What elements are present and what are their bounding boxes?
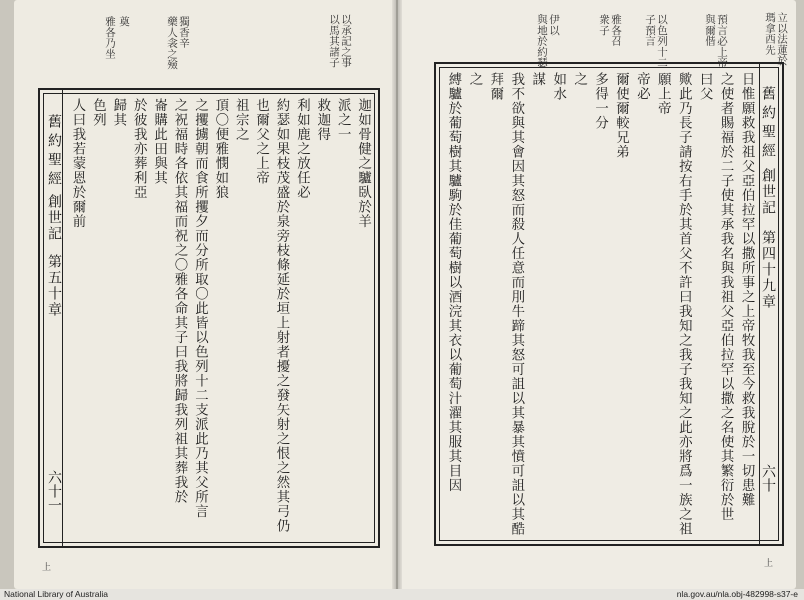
text-column-content: 之: [571, 72, 587, 87]
text-column-content: 約瑟如果枝茂盛於泉旁枝條延於垣上射者擾之發矢射之恨之然其弓仍: [274, 98, 289, 533]
text-column: [486, 72, 505, 536]
right-header-title: 舊約聖經: [760, 86, 776, 162]
text-column: [653, 72, 672, 536]
left-header-section: 創世記: [46, 194, 62, 242]
text-column-content: 於彼我亦葬利亞: [131, 98, 147, 200]
text-column-content: 多得一分: [592, 72, 608, 130]
left-margin-note: 雅各乃坐: [104, 16, 116, 59]
text-column: [211, 98, 230, 538]
footer-bar: [0, 589, 804, 600]
book-gutter: [392, 0, 402, 589]
right-header-section: 創世記: [760, 168, 776, 216]
text-column-content: 色列: [90, 98, 106, 127]
text-column: [252, 98, 271, 538]
text-column: [674, 72, 693, 536]
text-column: [150, 98, 169, 538]
text-column-content: 謀: [529, 72, 545, 87]
text-column: [444, 72, 463, 536]
left-margin-note: 藥人衾之殮: [166, 16, 178, 70]
text-column-content: 歸其: [110, 98, 126, 127]
text-column-content: 帝必: [634, 72, 650, 101]
text-column: [88, 98, 107, 538]
right-margin-note: 瑪拿西先: [764, 12, 776, 55]
text-column: [190, 98, 209, 538]
text-column: [507, 72, 526, 536]
right-margin-note: 預言必上帝: [716, 14, 728, 68]
left-margin-note: 以承記之事: [340, 14, 352, 68]
text-column: [109, 98, 128, 538]
text-column: [695, 72, 714, 536]
text-column: [272, 98, 291, 538]
left-header-chapter: 第五十章: [46, 254, 62, 318]
text-column: [170, 98, 189, 538]
text-column-content: 之: [466, 72, 482, 87]
text-column-content: 祖宗之: [233, 98, 249, 142]
text-column-content: 之攫擄朝而食所攫夕而分所取〇此皆以色列十二支派此乃其父所言: [192, 98, 208, 519]
right-signature-mark: 上: [764, 559, 774, 569]
left-text-frame: [38, 88, 380, 548]
text-column-content: 日惟願救我祖父亞伯拉罕以撒所事之上帝牧我至今救我脫於一切患難: [739, 72, 755, 507]
left-folio: 六十一: [46, 470, 62, 512]
left-margin-note: 獨香辛: [178, 16, 190, 49]
text-column-content: 救迦得: [314, 98, 330, 142]
text-column: [465, 72, 484, 536]
right-margin-note: 立以法蓮於: [776, 12, 788, 66]
text-column-content: 歟此乃長子請按右手於其首父不許曰我知之我子我知之此亦將爲一族之祖: [676, 72, 692, 536]
right-margin-note: 衆子: [598, 14, 610, 36]
footer-identifier: nla.gov.au/nla.obj-482998-s37-e: [676, 589, 798, 599]
text-column-content: 願上帝: [655, 72, 671, 116]
text-column: [354, 98, 373, 538]
right-margin-note: 以色列十二: [656, 14, 668, 68]
text-column: [313, 98, 332, 538]
right-margin-note: 子預言: [644, 14, 656, 47]
text-column: [129, 98, 148, 538]
left-text-columns: [64, 90, 374, 546]
text-column: [528, 72, 547, 536]
text-column-content: 頂〇便雅憫如狼: [212, 98, 228, 200]
text-column: [292, 98, 311, 538]
text-column-content: 崙購此田與其: [151, 98, 167, 185]
footer-credit: National Library of Australia: [4, 589, 108, 599]
right-margin-note: 與爾偕: [704, 14, 716, 47]
text-column: [591, 72, 610, 536]
right-header-chapter: 第四十九章: [760, 230, 776, 310]
text-column-content: 也爾父之上帝: [253, 98, 269, 185]
text-column-content: 如水: [550, 72, 566, 101]
text-column-content: 拜爾: [487, 72, 503, 101]
text-column: [632, 72, 651, 536]
right-folio: 六十: [760, 464, 776, 492]
left-header-title: 舊約聖經: [46, 114, 62, 190]
text-column: [231, 98, 250, 538]
text-column: [716, 72, 735, 536]
text-column: [737, 72, 756, 536]
text-column-content: 曰父: [697, 72, 713, 101]
left-margin-note: 奠: [118, 16, 130, 27]
text-column-content: 之祝福時各依其福而祝之〇雅各命其子曰我將歸我列祖其葬我於: [172, 98, 187, 504]
text-column: [611, 72, 630, 536]
right-text-frame: [434, 62, 784, 546]
right-margin-note: 雅各召: [610, 14, 622, 47]
left-margin-note: 以馬其諸子: [328, 14, 340, 68]
right-margin-note: 與地於約瑟: [536, 14, 548, 68]
text-column: [333, 98, 352, 538]
text-column-content: 人曰我若蒙恩於爾前: [70, 98, 85, 229]
text-column-content: 迦如骨健之驢臥於羊: [355, 98, 371, 229]
right-margin-note: 伊以: [548, 14, 560, 36]
text-column-content: 派之一: [335, 98, 351, 142]
text-column: [549, 72, 568, 536]
text-column-content: 縛驢於葡萄樹其驢駒於佳葡萄樹以酒浣其衣以葡萄汁濯其服其目因: [446, 72, 461, 493]
right-text-columns: [440, 64, 758, 544]
text-column: [570, 72, 589, 536]
text-column-content: 之使者賜福於二子使其承我名與我祖父亞伯拉罕以撒之名使其繁衍於世: [718, 72, 734, 522]
text-column-content: 爾使爾較兄弟: [613, 72, 629, 159]
left-signature-mark: 上: [42, 563, 52, 573]
text-column: [68, 98, 87, 538]
text-column-content: 我不欲與其會因其怒而殺人任意而刖牛蹄其怒可詛以其暴其憤可詛以其酷: [508, 72, 524, 536]
text-column-content: 利如鹿之放任必: [294, 98, 310, 200]
